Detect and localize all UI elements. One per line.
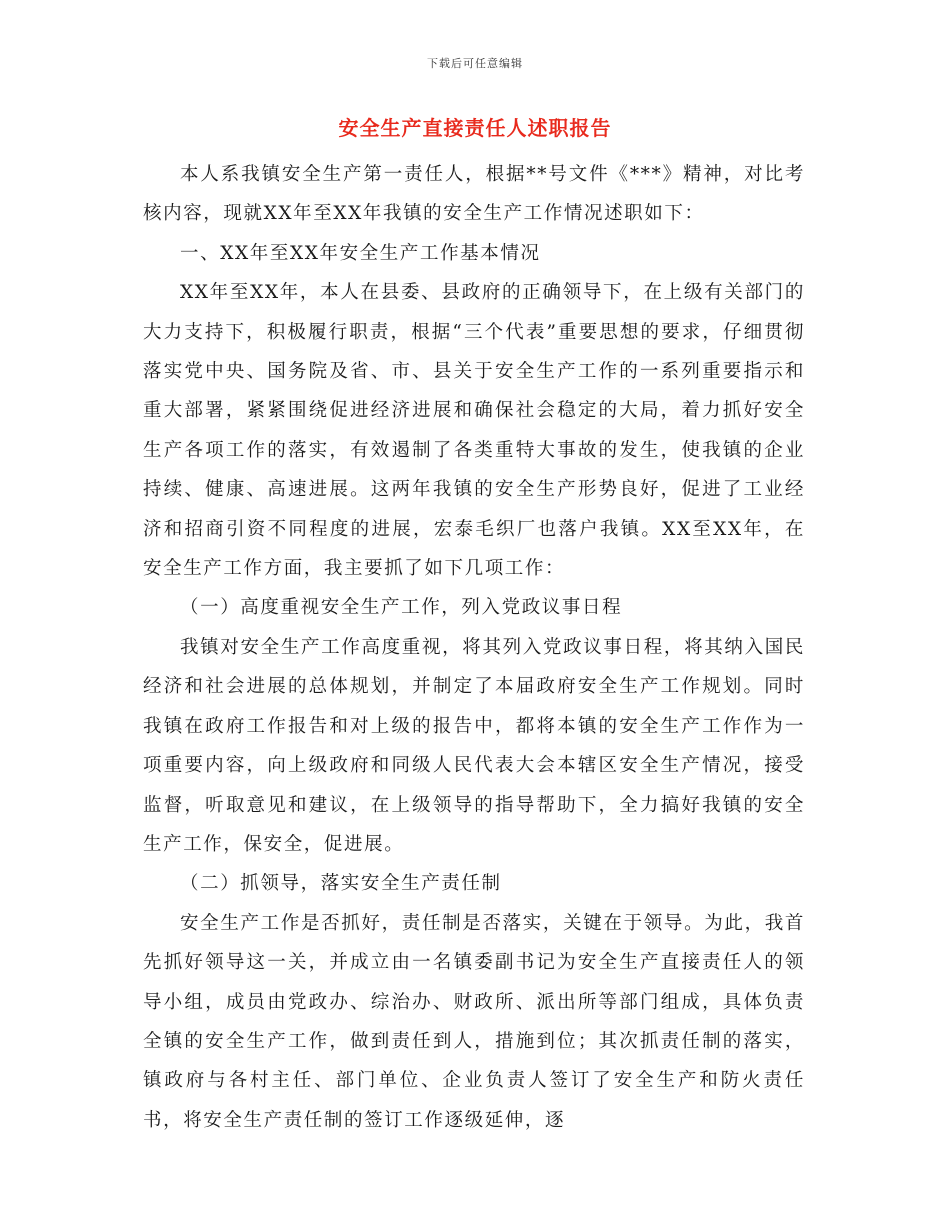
subsection-heading-leadership: （二）抓领导，落实安全生产责任制 [180,873,502,895]
paragraph-overview: XX年至XX年，本人在县委、县政府的正确领导下，在上级有关部门的大力支持下，积极履行职责，根据“三个代表”重要思想的要求，仔细贯彻落实党中央、国务院及省、市、县关于安全生产工作的一系列重要指示和重大部署，紧紧围绕促进经济进展和确保社会稳定的大局，着力抓好安全生产各项工作的落实，有效遏制了各类重特大事故的发生，使我镇的企业持续、健康、高速进展。这两年我镇的安全生产形势良好，促进了工业经济和招商引资不同程度的进展，宏泰毛织厂也落户我镇。XX至XX年，在安全生产工作方面，我主要抓了如下几项工作： [143,282,805,580]
paragraph-priority: 我镇对安全生产工作高度重视，将其列入党政议事日程，将其纳入国民经济和社会进展的总体规划，并制定了本届政府安全生产工作规划。同时我镇在政府工作报告和对上级的报告中，都将本镇的安全生产工作作为一项重要内容，向上级政府和同级人民代表大会本辖区安全生产情况，接受监督，听取意见和建议，在上级领导的指导帮助下，全力搞好我镇的安全生产工作，保安全，促进展。 [143,636,805,855]
document-body [143,155,805,1140]
paragraph-leadership: 安全生产工作是否抓好，责任制是否落实，关键在于领导。为此，我首先抓好领导这一关，并成立由一名镇委副书记为安全生产直接责任人的领导小组，成员由党政办、综治办、财政所、派出所等部门组成，具体负责全镇的安全生产工作，做到责任到人，措施到位；其次抓责任制的落实，镇政府与各村主任、部门单位、企业负责人签订了安全生产和防火责任书，将安全生产责任制的签订工作逐级延伸，逐 [143,912,805,1131]
paragraph-intro: 本人系我镇安全生产第一责任人，根据**号文件《***》精神，对比考核内容，现就XX年至XX年我镇的安全生产工作情况述职如下： [143,164,805,225]
subsection-heading-priority: （一）高度重视安全生产工作，列入党政议事日程 [180,597,623,619]
page-header-note: 下载后可任意编辑 [427,57,523,70]
document-title: 安全生产直接责任人述职报告 [338,116,612,140]
section-heading-basic-situation: 一、XX年至XX年安全生产工作基本情况 [180,242,541,264]
